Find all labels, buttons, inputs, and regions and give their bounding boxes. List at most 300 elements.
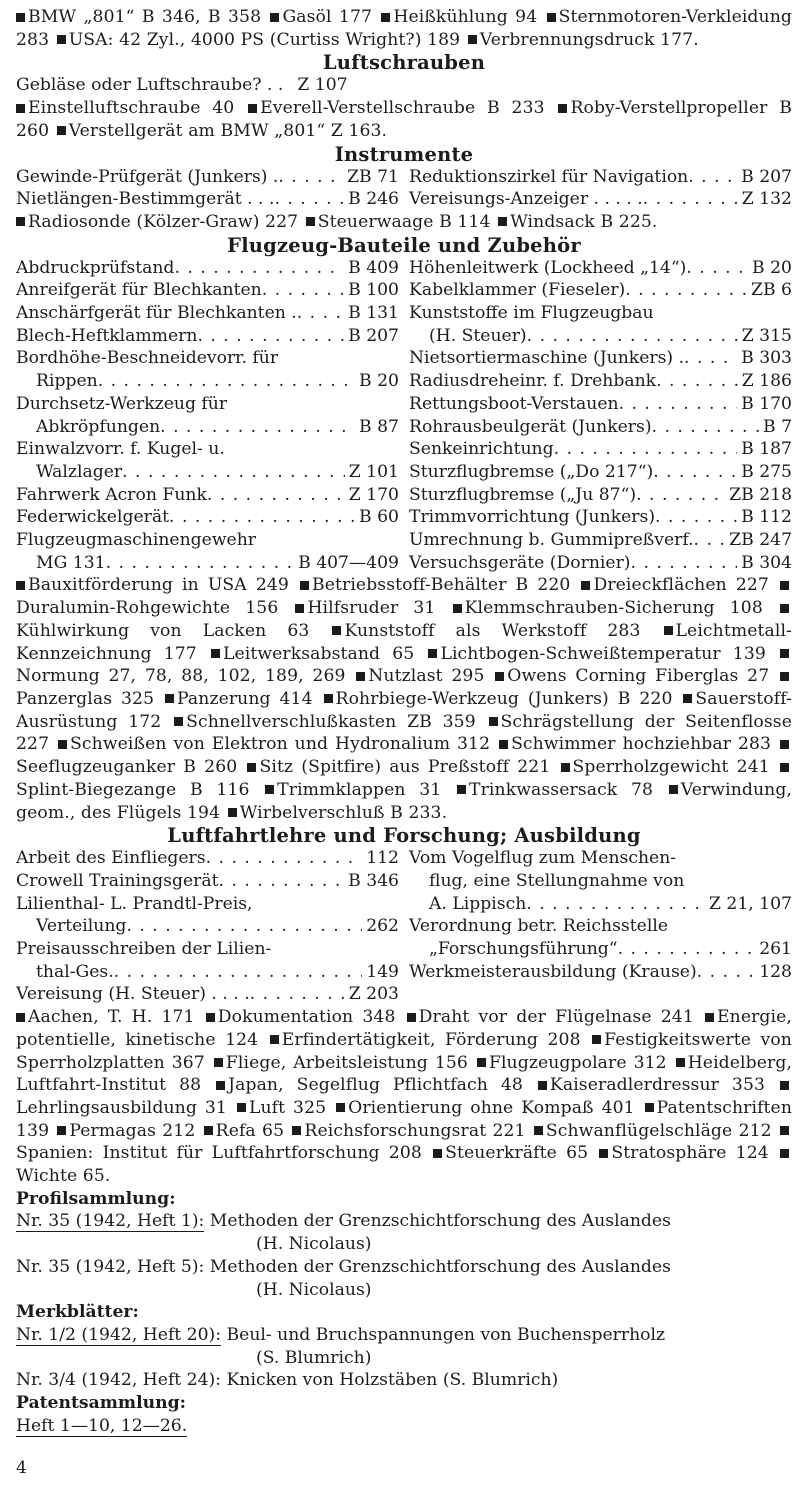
index-item: Aachen, T. H. 171 — [28, 1007, 195, 1028]
index-item: Verwindung, geom., des Flügels 194 — [16, 779, 792, 823]
index-entry — [409, 915, 792, 938]
bullet-square-icon — [780, 740, 789, 749]
entry-text: Radiusdreheinr. f. Drehbank — [409, 371, 657, 392]
entry-ref: B 20 — [359, 371, 399, 392]
entry-text: Werkmeisterausbildung (Krause) — [409, 961, 697, 982]
entry-text: Anreifgerät für Blechkanten — [16, 280, 262, 301]
bullet-square-icon — [165, 694, 174, 703]
luftschrauben-paragraph — [16, 97, 792, 142]
leader-dots — [636, 484, 725, 507]
lehre-right-column — [409, 847, 792, 1006]
index-item: Klemmschrauben-Sicherung 108 — [464, 598, 763, 619]
bullet-square-icon — [581, 581, 590, 590]
index-item: Duralumin-Rohgewichte 156 — [16, 598, 279, 619]
entry-ref: B 409 — [348, 257, 399, 278]
entry-ref: B 275 — [741, 461, 792, 482]
bullet-square-icon — [57, 1126, 66, 1135]
index-item: Japan, Segelflug Pflichtfach 48 — [228, 1075, 523, 1096]
index-entry — [16, 325, 399, 348]
entry-ref: ZB 247 — [729, 530, 792, 551]
instrumente-left-column — [16, 166, 399, 211]
heading-patentsammlung: Patentsammlung: — [16, 1393, 186, 1414]
bullet-square-icon — [499, 740, 508, 749]
leader-dots — [688, 166, 737, 189]
index-item: Nutzlast 295 — [368, 666, 485, 687]
index-item: Sperrholzgewicht 241 — [572, 757, 770, 778]
index-entry — [409, 257, 792, 280]
entry-text: Verteilung — [36, 916, 127, 937]
index-entry — [16, 393, 399, 416]
index-item: Seeflugzeuganker B 260 — [16, 757, 238, 778]
entry-ref: B 112 — [741, 507, 792, 528]
reference-author-line — [16, 1279, 792, 1302]
bullet-square-icon — [57, 126, 66, 135]
heading-luftschrauben: Luftschrauben — [322, 51, 486, 75]
patent-ref — [16, 1415, 792, 1438]
entry-text: Umrechnung b. Gummipreßverf. — [409, 530, 694, 551]
index-entry — [16, 506, 399, 529]
entry-text: Verordnung betr. Reichsstelle — [409, 916, 668, 937]
bullet-square-icon — [780, 604, 789, 613]
index-item: Dreieckflächen 227 — [593, 575, 769, 596]
bullet-square-icon — [780, 649, 789, 658]
leader-dots — [625, 279, 747, 302]
index-entry — [16, 552, 399, 575]
bullet-square-icon — [332, 626, 341, 635]
entry-ref: ZB 6 — [751, 280, 792, 301]
bullet-square-icon — [669, 785, 678, 794]
leader-dots — [655, 506, 737, 529]
lehre-columns — [16, 847, 792, 1006]
entry-ref: ZB 218 — [729, 484, 792, 505]
index-item: Energie, potentielle, kinetische 124 — [16, 1007, 792, 1050]
bauteile-paragraph — [16, 574, 792, 824]
bullet-square-icon — [453, 604, 462, 613]
leader-dots — [278, 166, 343, 189]
index-item: Heidelberg, Luftfahrt-Institut 88 — [16, 1052, 793, 1096]
index-item: Festigkeitswerte von Sperrholzplatten 367 — [16, 1029, 792, 1073]
entry-ref: Z 203 — [348, 984, 399, 1005]
index-item: Flugzeugpolare 312 — [488, 1052, 667, 1073]
entry-ref: Z 315 — [741, 325, 792, 346]
entry-text: thal-Ges. — [36, 961, 114, 982]
index-entry — [409, 166, 792, 189]
entry-text: (H. Steuer) — [429, 325, 527, 346]
entry-text: flug, eine Stellungnahme von — [429, 870, 685, 891]
index-item: Roby-Verstellpropeller B 260 — [16, 98, 792, 141]
index-item: USA: 42 Zyl., 4000 PS (Curtiss Wright?) 189 — [68, 29, 461, 50]
bullet-square-icon — [265, 785, 274, 794]
leader-dots — [197, 325, 344, 348]
reference-line — [16, 1369, 792, 1392]
leader-dots — [554, 438, 737, 461]
index-item: Gasöl 177 — [282, 7, 373, 27]
entry-text: Reduktionszirkel für Navigation — [409, 166, 689, 187]
index-entry — [409, 347, 792, 370]
index-item: Patentschriften 139 — [16, 1097, 792, 1141]
entry-ref: B 87 — [359, 416, 399, 437]
entry-text: Flugzeugmaschinengewehr — [16, 530, 257, 551]
index-entry — [16, 870, 399, 893]
entry-text: Vereisungs-Anzeiger . . . . . — [409, 189, 643, 210]
entry-ref: Z 21, 107 — [708, 893, 792, 914]
entry-ref: B 303 — [741, 348, 792, 369]
bullet-square-icon — [428, 649, 437, 658]
patent-ref-text: Heft 1—10, 12—26. — [16, 1415, 188, 1436]
index-item: Wirbelverschluß B 233. — [239, 802, 448, 823]
index-item: Trimmklappen 31 — [277, 779, 442, 800]
leader-dots — [114, 961, 362, 984]
bullet-square-icon — [683, 694, 692, 703]
index-item: Leichtmetall-Kennzeichnung 177 — [16, 620, 792, 664]
entry-text: Blech-Heftklammern — [16, 325, 198, 346]
index-item: Stratosphäre 124 — [611, 1143, 769, 1164]
bullet-square-icon — [247, 763, 256, 772]
heading-merkblaetter: Merkblätter: — [16, 1302, 139, 1323]
index-entry — [16, 983, 399, 1006]
index-item: Luft 325 — [248, 1097, 327, 1118]
entry-text: Arbeit des Einfliegers — [16, 848, 206, 869]
index-item: Radiosonde (Kölzer-Graw) 227 — [28, 211, 299, 232]
reference-title: Methoden der Grenzschichtforschung des Auslandes — [209, 1256, 671, 1277]
index-entry — [16, 279, 399, 302]
index-item: Draht vor der Flügelnase 241 — [418, 1007, 694, 1028]
intro-paragraph — [16, 6, 792, 51]
entry-text: Walzlager — [36, 461, 123, 482]
bullet-square-icon — [206, 1013, 215, 1022]
index-item: Lehrlingsausbildung 31 — [16, 1097, 227, 1118]
bullet-square-icon — [228, 808, 237, 817]
entry-text: Lilienthal- L. Prandtl-Preis, — [16, 893, 253, 914]
index-entry — [16, 915, 399, 938]
bullet-square-icon — [468, 35, 477, 44]
index-entry — [409, 302, 792, 325]
index-item: Schnellverschlußkasten ZB 359 — [186, 711, 476, 732]
index-entry — [16, 847, 399, 870]
index-item: Spanien: Institut für Luftfahrtforschung 208 — [16, 1143, 422, 1164]
index-item: Steuerkräfte 65 — [445, 1143, 589, 1164]
bullet-square-icon — [498, 217, 507, 226]
entry-text: Einwalzvorr. f. Kugel- u. — [16, 439, 225, 460]
entry-ref: B 207 — [741, 166, 792, 187]
entry-text: Kunststoffe im Flugzeugbau — [409, 303, 654, 324]
page-number: 4 — [16, 1458, 27, 1478]
entry-text: Rettungsboot-Verstauen — [409, 393, 619, 414]
bullet-square-icon — [237, 1103, 246, 1112]
index-item: Leitwerksabstand 65 — [222, 643, 415, 664]
lehre-paragraph — [16, 1006, 792, 1188]
index-item: Schwanflügelschläge 212 — [545, 1120, 772, 1141]
bullet-square-icon — [457, 785, 466, 794]
index-item: Orientierung ohne Kompaß 401 — [348, 1097, 635, 1118]
reference-author: (H. Nicolaus) — [256, 1279, 372, 1300]
bullet-square-icon — [248, 104, 257, 113]
entry-ref: Z 186 — [741, 371, 792, 392]
entry-ref: B 207 — [348, 325, 399, 346]
index-item: Normung 27, 78, 88, 102, 189, 269 — [16, 666, 346, 687]
index-item: Dokumentation 348 — [217, 1007, 396, 1028]
bullet-square-icon — [295, 604, 304, 613]
reference-author: (S. Blumrich) — [256, 1347, 372, 1368]
index-item: Sitz (Spitfire) aus Preßstoff 221 — [259, 757, 551, 778]
bullet-square-icon — [407, 1013, 416, 1022]
index-entry — [409, 461, 792, 484]
index-item: Verstellgerät am BMW „801“ Z 163. — [68, 120, 388, 141]
index-page — [16, 6, 792, 1437]
entry-ref: B 187 — [741, 439, 792, 460]
reference-head: Nr. 3/4 (1942, Heft 24): — [16, 1370, 222, 1391]
entry-ref: 128 — [759, 961, 792, 982]
index-entry — [16, 347, 399, 370]
bullet-square-icon — [780, 581, 789, 590]
bullet-square-icon — [270, 13, 279, 22]
leader-dots — [207, 484, 345, 507]
index-entry — [16, 370, 399, 393]
entry-ref: B 7 — [762, 416, 792, 437]
index-item: Schweißen von Elektron und Hydronalium 312 — [70, 734, 491, 755]
index-item: Windsack B 225. — [510, 211, 658, 232]
bullet-square-icon — [676, 1058, 685, 1067]
bullet-square-icon — [57, 35, 66, 44]
bullet-square-icon — [705, 1013, 714, 1022]
index-item: Wichte 65. — [16, 1166, 111, 1187]
entry-ref: ZB 71 — [347, 166, 399, 187]
entry-text: A. Lippisch — [429, 893, 527, 914]
reference-line — [16, 1256, 792, 1279]
reference-head: Nr. 1/2 (1942, Heft 20): — [16, 1324, 222, 1345]
bullet-square-icon — [561, 763, 570, 772]
bauteile-right-column — [409, 257, 792, 575]
entry-ref: Z 107 — [297, 75, 348, 96]
index-entry — [16, 461, 399, 484]
leader-dots — [250, 983, 345, 1006]
entry-text: Sturzflugbremse („Do 217“) — [409, 461, 654, 482]
bauteile-columns — [16, 257, 792, 575]
entry-text: MG 131 — [36, 552, 106, 573]
index-entry — [409, 961, 792, 984]
bullet-square-icon — [356, 672, 365, 681]
reference-author: (H. Nicolaus) — [256, 1234, 372, 1255]
entry-ref: 149 — [366, 961, 399, 982]
entry-ref: B 60 — [359, 507, 399, 528]
entry-ref: 261 — [759, 939, 792, 960]
leader-dots — [169, 506, 355, 529]
index-entry — [409, 847, 792, 870]
entry-ref: Z 101 — [348, 461, 399, 482]
entry-text: Crowell Trainingsgerät — [16, 870, 219, 891]
index-item: Everell-Verstellschraube B 233 — [260, 98, 545, 119]
entry-text: Nietlängen-Bestimmgerät . . . — [16, 189, 275, 210]
entry-text: Trimmvorrichtung (Junkers) — [409, 507, 656, 528]
index-item: Splint-Biegezange B 116 — [16, 779, 250, 800]
entry-text: Federwickelgerät — [16, 507, 170, 528]
entry-text: Versuchsgeräte (Dornier) — [409, 552, 631, 573]
bullet-square-icon — [495, 672, 504, 681]
leader-dots — [694, 529, 726, 552]
reference-head: Nr. 35 (1942, Heft 5): — [16, 1256, 205, 1277]
bullet-square-icon — [489, 717, 498, 726]
bullet-square-icon — [592, 1035, 601, 1044]
heading-instrumente: Instrumente — [334, 142, 474, 166]
index-entry — [16, 416, 399, 439]
bullet-square-icon — [292, 1126, 301, 1135]
index-item: Verbrennungsdruck 177. — [479, 29, 699, 50]
leader-dots — [643, 188, 738, 211]
leader-dots — [631, 552, 738, 575]
bullet-square-icon — [547, 13, 556, 22]
bullet-square-icon — [204, 1126, 213, 1135]
index-item: Lichtbogen-Schweißtemperatur 139 — [440, 643, 766, 664]
instrumente-right-column — [409, 166, 792, 211]
index-item: BMW „801“ B 346, B 358 — [28, 7, 262, 27]
index-item: Owens Corning Fiberglas 27 — [507, 666, 770, 687]
index-entry — [409, 188, 792, 211]
leader-dots — [652, 416, 759, 439]
index-entry — [16, 529, 399, 552]
bullet-square-icon — [780, 1081, 789, 1090]
entry-text: Kabelklammer (Fieseler) — [409, 280, 626, 301]
leader-dots — [122, 461, 345, 484]
leader-dots — [274, 188, 344, 211]
entry-text: Sturzflugbremse („Ju 87“) — [409, 484, 637, 505]
bullet-square-icon — [16, 104, 25, 113]
index-item: Schrägstellung der Seitenflosse 227 — [16, 711, 792, 755]
index-entry — [409, 938, 792, 961]
index-item: Betriebsstoff-Behälter B 220 — [312, 575, 571, 596]
index-item: Sternmotoren-Verkleidung 283 — [16, 7, 792, 50]
leader-dots — [526, 893, 705, 916]
index-entry — [409, 438, 792, 461]
entry-text: Rohrausbeulgerät (Junkers) — [409, 416, 652, 437]
bullet-square-icon — [780, 1126, 789, 1135]
bullet-square-icon — [780, 1149, 789, 1158]
leader-dots — [174, 257, 344, 280]
bullet-square-icon — [214, 1058, 223, 1067]
bullet-square-icon — [645, 1103, 654, 1112]
bullet-square-icon — [599, 1149, 608, 1158]
instrumente-paragraph — [16, 211, 792, 234]
entry-ref: 262 — [366, 916, 399, 937]
entry-text: Durchsetz-Werkzeug für — [16, 393, 228, 414]
index-entry — [409, 279, 792, 302]
bullet-square-icon — [780, 763, 789, 772]
bullet-square-icon — [558, 104, 567, 113]
index-entry — [16, 188, 399, 211]
leader-dots — [656, 370, 738, 393]
bullet-square-icon — [477, 1058, 486, 1067]
index-item: Panzerglas 325 — [16, 688, 155, 709]
entry-text: Preisausschreiben der Lilien- — [16, 939, 272, 960]
leader-dots — [160, 416, 355, 439]
entry-ref: Z 132 — [741, 189, 792, 210]
bullet-square-icon — [211, 649, 220, 658]
index-entry — [16, 938, 399, 961]
entry-text: Höhenleitwerk (Lockheed „14“) — [409, 257, 687, 278]
index-item: Bauxitförderung in USA 249 — [28, 575, 289, 596]
entry-text: Nietsortiermaschine (Junkers) . — [409, 348, 685, 369]
index-entry — [409, 370, 792, 393]
bullet-square-icon — [16, 1013, 25, 1022]
index-item: Refa 65 — [215, 1120, 285, 1141]
entry-ref: B 304 — [741, 552, 792, 573]
entry-ref: B 20 — [752, 257, 792, 278]
bullet-square-icon — [381, 13, 390, 22]
index-item: Erfindertätigkeit, Förderung 208 — [281, 1029, 581, 1050]
entry-ref: 112 — [366, 848, 399, 869]
reference-author-line — [16, 1347, 792, 1370]
entry-text: Abkröpfungen — [36, 416, 161, 437]
lehre-left-column — [16, 847, 399, 1006]
bauteile-left-column — [16, 257, 399, 575]
bullet-square-icon — [216, 1081, 225, 1090]
entry-ref: B 407—409 — [298, 552, 399, 573]
reference-title: Beul- und Bruchspannungen von Buchensperrholz — [226, 1324, 666, 1345]
bullet-square-icon — [433, 1149, 442, 1158]
index-entry — [409, 893, 792, 916]
index-entry — [16, 302, 399, 325]
index-item: Hilfsruder 31 — [307, 598, 436, 619]
index-item: Schwimmer hochziehbar 283 — [511, 734, 772, 755]
merk-refs — [16, 1324, 792, 1392]
entry-text: Rippen — [36, 371, 98, 392]
leader-dots — [98, 370, 355, 393]
index-item: Rohrbiege-Werkzeug (Junkers) B 220 — [335, 688, 673, 709]
leader-dots — [106, 552, 294, 575]
entry-text: Senkeinrichtung — [409, 439, 554, 460]
index-item: Kaiseradlerdressur 353 — [549, 1075, 766, 1096]
leader-dots — [126, 915, 362, 938]
index-item: Einstelluftschraube 40 — [28, 98, 235, 119]
index-entry — [409, 552, 792, 575]
instrumente-columns — [16, 166, 792, 211]
index-entry — [16, 257, 399, 280]
entry-text: Anschärfgerät für Blechkanten . — [16, 303, 297, 324]
index-entry — [409, 416, 792, 439]
index-entry — [409, 325, 792, 348]
bullet-square-icon — [16, 581, 25, 590]
index-item: Kühlwirkung von Lacken 63 — [16, 620, 310, 641]
entry-text: Gebläse oder Luftschraube? . . — [16, 75, 284, 96]
entry-ref: B 100 — [348, 280, 399, 301]
index-item: Sauerstoff-Ausrüstung 172 — [16, 688, 792, 732]
bullet-square-icon — [664, 626, 673, 635]
bullet-square-icon — [324, 694, 333, 703]
heading-bauteile: Flugzeug-Bauteile und Zubehör — [227, 233, 581, 257]
index-item: Panzerung 414 — [177, 688, 313, 709]
reference-line — [16, 1210, 792, 1233]
bullet-square-icon — [538, 1081, 547, 1090]
entry-text: Vereisung (H. Steuer) . . . . — [16, 984, 250, 1005]
index-entry — [409, 870, 792, 893]
reference-line — [16, 1324, 792, 1347]
bullet-square-icon — [300, 581, 309, 590]
bullet-square-icon — [306, 217, 315, 226]
luftschrauben-entry — [16, 74, 399, 97]
entry-text: Vom Vogelflug zum Menschen- — [409, 848, 677, 869]
index-entry — [409, 529, 792, 552]
bullet-square-icon — [174, 717, 183, 726]
bullet-square-icon — [534, 1126, 543, 1135]
entry-text: Abdruckprüfstand — [16, 257, 175, 278]
index-item: Reichsforschungsrat 221 — [304, 1120, 526, 1141]
bullet-square-icon — [58, 740, 67, 749]
bullet-square-icon — [270, 1035, 279, 1044]
index-entry — [16, 438, 399, 461]
bullet-square-icon — [780, 672, 789, 681]
entry-text: Bordhöhe-Beschneidevorr. für — [16, 348, 279, 369]
profil-refs — [16, 1210, 792, 1301]
heading-lehre: Luftfahrtlehre und Forschung; Ausbildung — [167, 824, 641, 848]
